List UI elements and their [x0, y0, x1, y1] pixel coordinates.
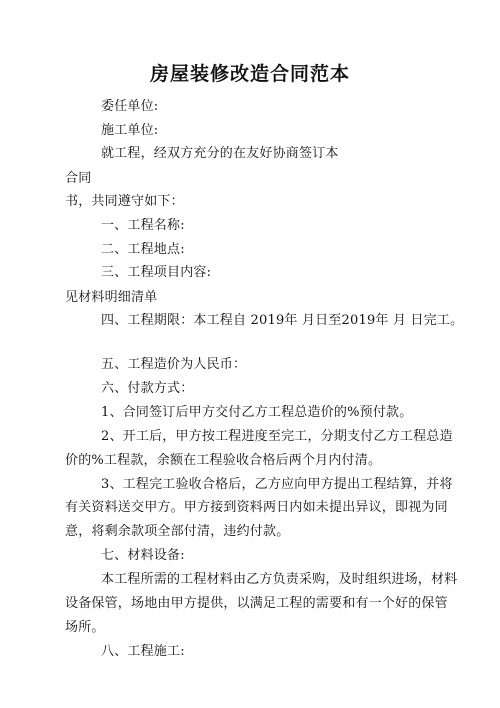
section-contract-price: 五、工程造价为人民币：: [101, 357, 247, 372]
section-materials: 七、材料设备:: [101, 548, 185, 563]
payment-clause-3-cont: 有关资料送交甲方。甲方接到资料两日内如未提出异议，即视为同: [65, 500, 448, 515]
materials-text: 本工程所需的工程材料由乙方负责采购，及时组织进场，材料: [101, 572, 458, 587]
payment-clause-2: 2、开工后，甲方按工程进度至完工，分期支付乙方工程总造: [101, 429, 453, 444]
payment-clause-3: 3、工程完工验收合格后，乙方应向甲方提出工程结算，并将: [101, 477, 453, 492]
materials-text-cont: 设备保管，场地由甲方提供，以满足工程的需要和有一个好的保管: [65, 596, 448, 611]
section-payment-method: 六、付款方式：: [101, 381, 194, 396]
materials-text-end: 场所。: [65, 620, 105, 635]
section-construction: 八、工程施工:: [101, 644, 185, 659]
section-project-name: 一、工程名称:: [101, 218, 185, 233]
section-project-location: 二、工程地点:: [101, 242, 185, 257]
material-list-note: 见材料明细清单: [65, 290, 158, 305]
entrusting-unit-label: 委任单位:: [101, 99, 159, 114]
construction-unit-label: 施工单位:: [101, 123, 159, 138]
intro-text-end: 书，共同遵守如下：: [65, 194, 184, 209]
section-project-period: 四、工程期限：本工程自 2019年 月日至2019年 月 日完工。: [101, 313, 464, 328]
section-project-content: 三、工程项目内容:: [101, 265, 212, 280]
document-title: 房屋装修改造合同范本: [149, 63, 350, 85]
payment-clause-1: 1、合同签订后甲方交付乙方工程总造价的%预付款。: [101, 405, 413, 420]
intro-text: 就工程，经双方充分的在友好协商签订本: [101, 146, 339, 161]
intro-text-cont: 合同: [65, 171, 92, 186]
payment-clause-3-end: 意，将剩余款项全部付清，违约付款。: [65, 524, 290, 539]
payment-clause-2-cont: 价的%工程款，余额在工程验收合格后两个月内付清。: [65, 453, 382, 468]
